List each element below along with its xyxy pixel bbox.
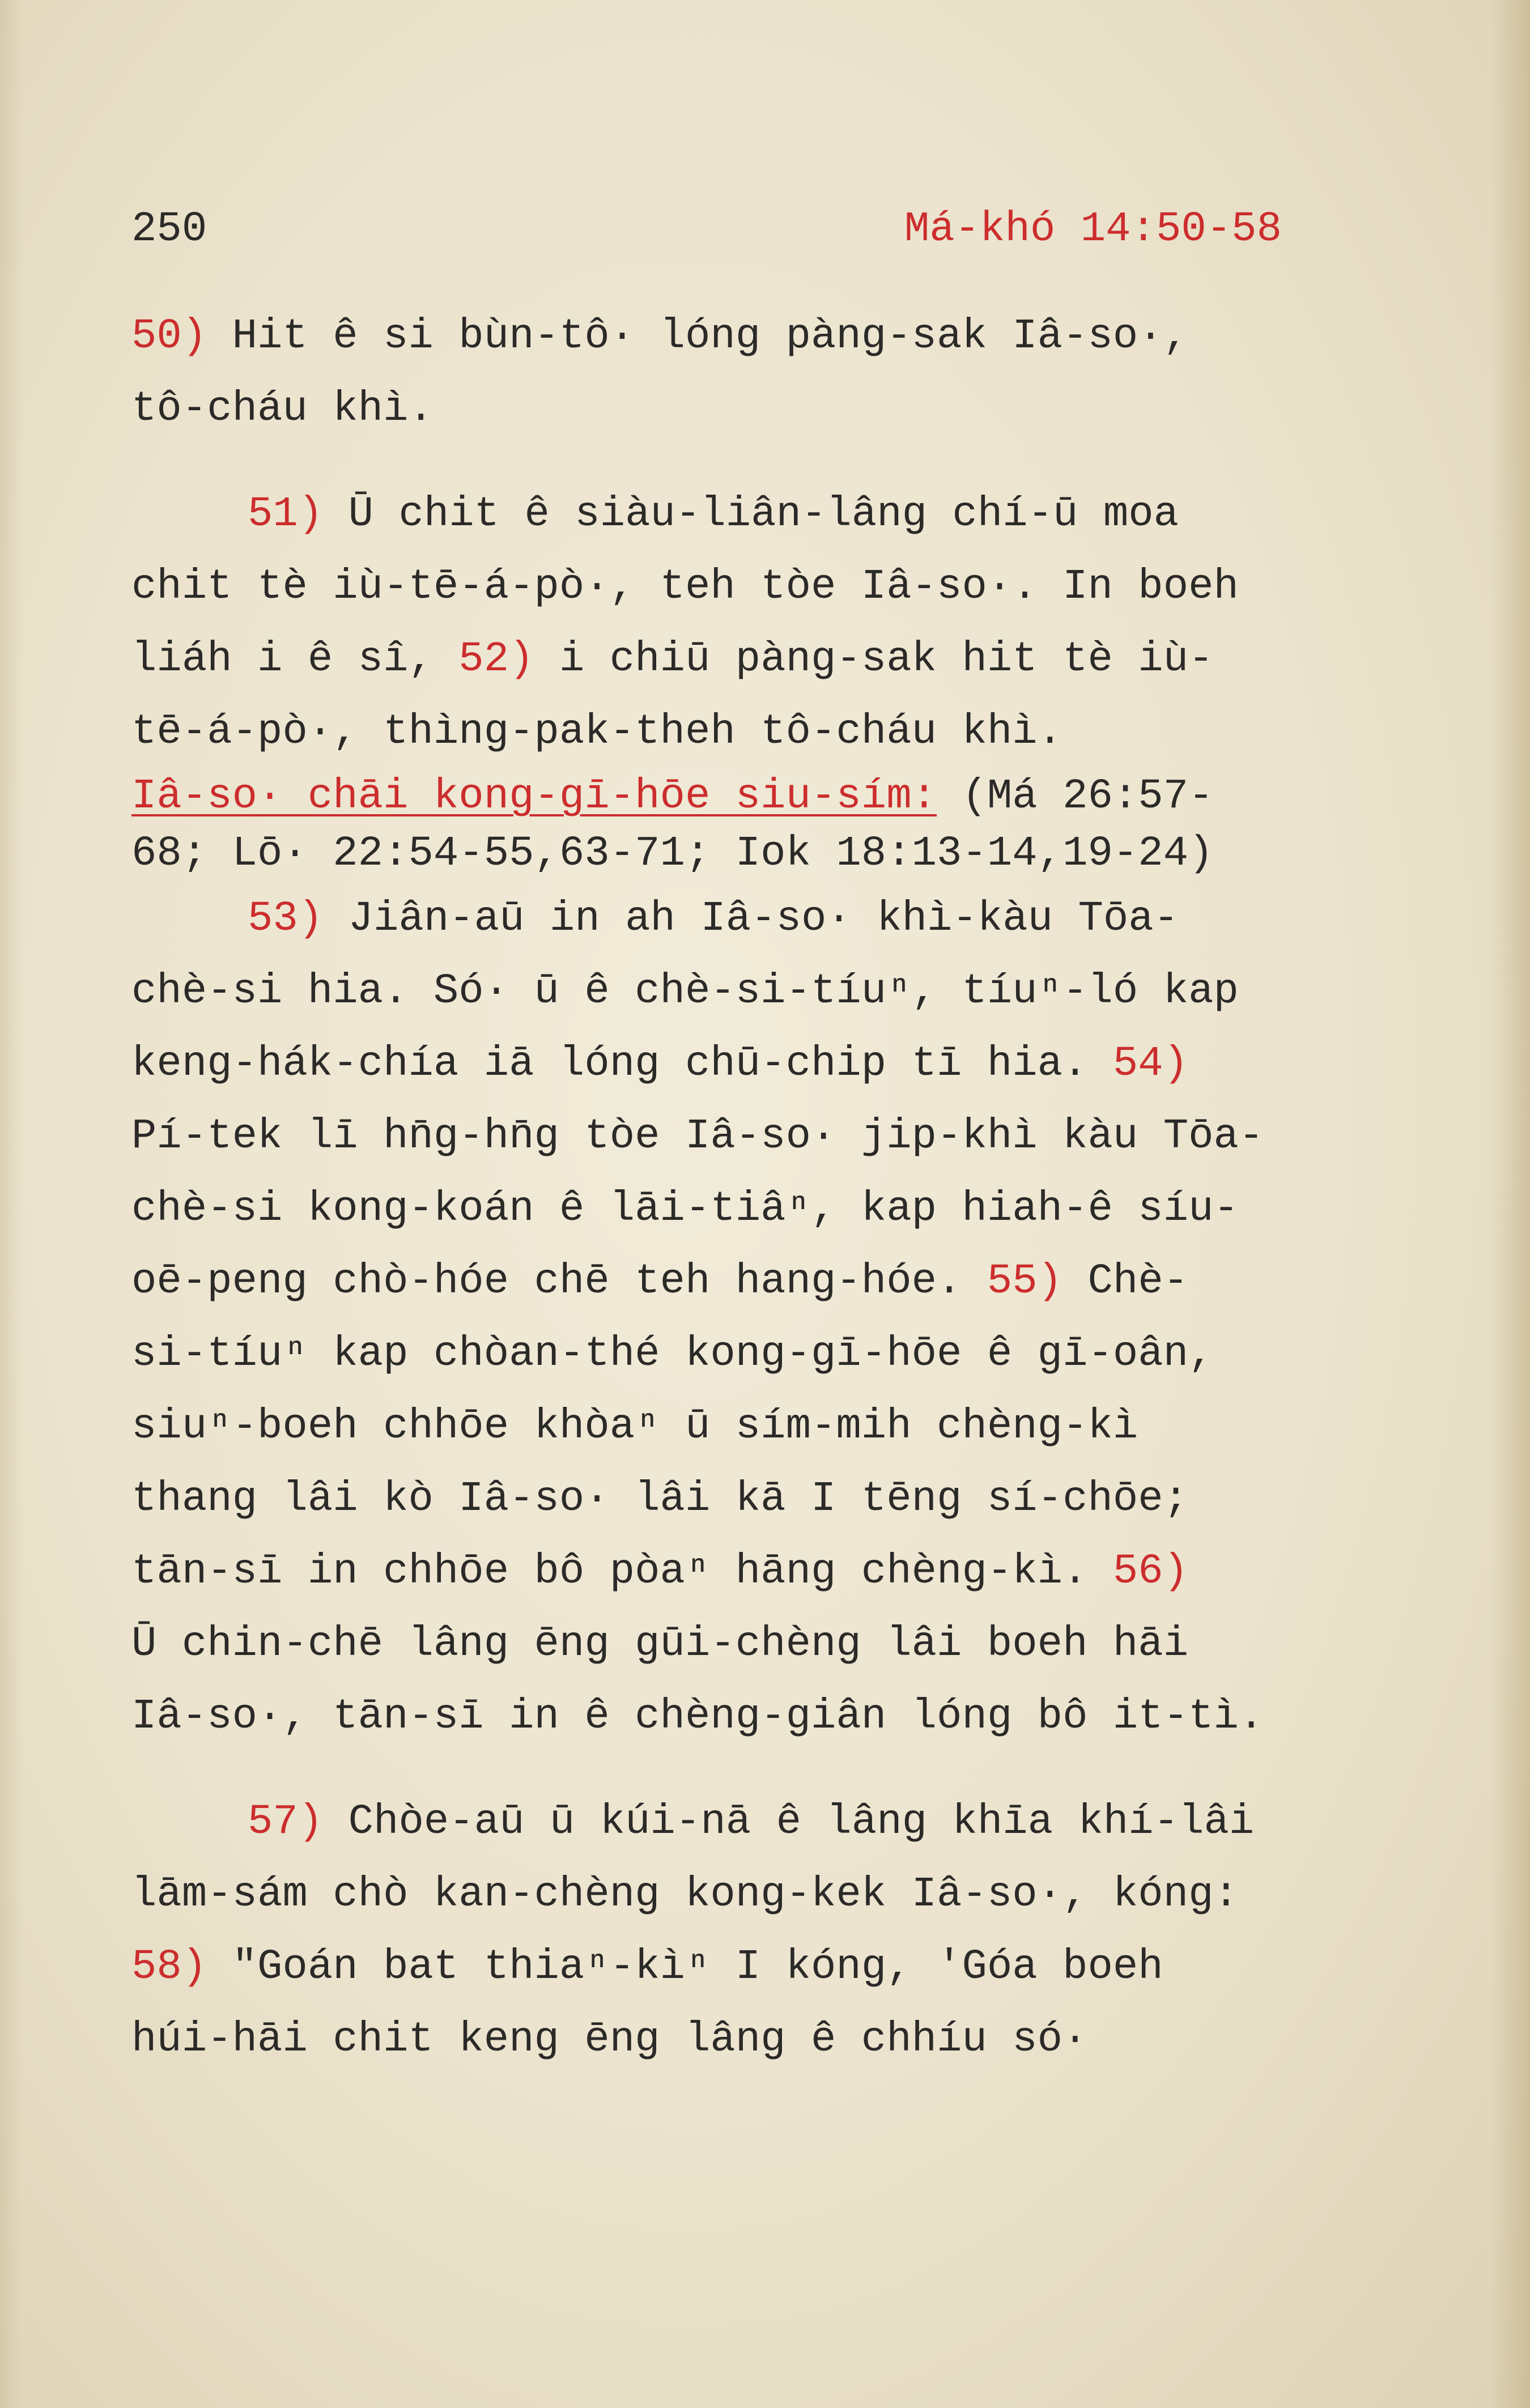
verse-53-line-3 bbox=[131, 1028, 1412, 1100]
section-heading bbox=[131, 768, 1412, 825]
scripture-text bbox=[131, 300, 1412, 2076]
verse-52-line-2 bbox=[131, 696, 1412, 768]
verse-text: chè-si kong-koán ê lāi-tiâⁿ, kap hiah-ê síu- bbox=[131, 1185, 1239, 1233]
verse-number: 58) bbox=[131, 1943, 207, 1991]
verse-56-line-1 bbox=[131, 1608, 1412, 1681]
verse-53-line-1 bbox=[131, 883, 1412, 955]
verse-text: Jiân-aū in ah Iâ-so· khì-kàu Tōa- bbox=[323, 895, 1179, 943]
verse-number: 57) bbox=[248, 1798, 324, 1846]
verse-text: chè-si hia. Só· ū ê chè-si-tíuⁿ, tíuⁿ-ló kap bbox=[131, 968, 1239, 1015]
section-title: Iâ-so· chāi kong-gī-hōe siu-sím: bbox=[131, 773, 937, 820]
verse-50-line-1 bbox=[131, 300, 1412, 373]
section-references: (Má 26:57- bbox=[937, 773, 1214, 820]
verse-number: 52) bbox=[458, 636, 534, 683]
verse-text: Chè- bbox=[1062, 1258, 1189, 1305]
section-references: 68; Lō· 22:54-55,63-71; Iok 18:13-14,19-24) bbox=[131, 830, 1214, 878]
verse-number: 54) bbox=[1112, 1040, 1189, 1088]
verse-51-line-1 bbox=[131, 478, 1412, 551]
verse-55-line-4 bbox=[131, 1463, 1412, 1535]
paragraph-gap bbox=[131, 1753, 1412, 1786]
verse-text: Ū chin-chē lâng ēng gūi-chèng lâi boeh hāi bbox=[131, 1620, 1189, 1668]
verse-number: 50) bbox=[131, 313, 207, 360]
verse-text: oē-peng chò-hóe chē teh hang-hóe. bbox=[131, 1258, 987, 1305]
verse-55-line-5 bbox=[131, 1535, 1412, 1608]
verse-text: tē-á-pò·, thìng-pak-theh tô-cháu khì. bbox=[131, 708, 1063, 756]
section-references-line-2 bbox=[131, 825, 1412, 883]
page-right-edge-shadow bbox=[1490, 0, 1530, 2408]
verse-55-line-2 bbox=[131, 1318, 1412, 1390]
verse-text: tô-cháu khì. bbox=[131, 385, 434, 433]
verse-57-line-1 bbox=[131, 1786, 1412, 1858]
verse-text: Iâ-so·, tān-sī in ê chèng-giân lóng bô it-tì. bbox=[131, 1693, 1264, 1741]
verse-text: si-tíuⁿ kap chòan-thé kong-gī-hōe ê gī-oân, bbox=[131, 1330, 1214, 1378]
verse-51-line-2 bbox=[131, 551, 1412, 623]
page-header bbox=[131, 198, 1282, 261]
verse-57-line-2 bbox=[131, 1858, 1412, 1931]
verse-text: lām-sám chò kan-chèng kong-kek Iâ-so·, kóng: bbox=[131, 1871, 1239, 1918]
verse-text: chit tè iù-tē-á-pò·, teh tòe Iâ-so·. In boeh bbox=[131, 563, 1239, 611]
verse-number: 51) bbox=[248, 491, 324, 538]
verse-text: Ū chit ê siàu-liân-lâng chí-ū moa bbox=[323, 491, 1179, 538]
verse-text: Hit ê si bùn-tô· lóng pàng-sak Iâ-so·, bbox=[207, 313, 1189, 360]
verse-50-line-2 bbox=[131, 373, 1412, 445]
verse-56-line-2 bbox=[131, 1681, 1412, 1753]
verse-text: siuⁿ-boeh chhōe khòaⁿ ū sím-mih chèng-kì bbox=[131, 1403, 1138, 1450]
verse-text: "Goán bat thiaⁿ-kìⁿ I kóng, 'Góa boeh bbox=[207, 1943, 1163, 1991]
paragraph-gap bbox=[131, 445, 1412, 478]
page-left-edge-shadow bbox=[0, 0, 23, 2408]
verse-number: 55) bbox=[987, 1258, 1063, 1305]
verse-51-52-line bbox=[131, 623, 1412, 696]
verse-53-line-2 bbox=[131, 955, 1412, 1028]
verse-54-line-2 bbox=[131, 1173, 1412, 1245]
verse-58-line-1 bbox=[131, 1931, 1412, 2003]
page-number: 250 bbox=[131, 206, 207, 253]
verse-text: liáh i ê sî, bbox=[131, 636, 459, 683]
verse-text: tān-sī in chhōe bô pòaⁿ hāng chèng-kì. bbox=[131, 1548, 1113, 1596]
running-head: Má-khó 14:50-58 bbox=[904, 206, 1282, 253]
verse-54-line-1 bbox=[131, 1100, 1412, 1173]
verse-text: thang lâi kò Iâ-so· lâi kā I tēng sí-chōe; bbox=[131, 1475, 1189, 1523]
verse-text: i chiū pàng-sak hit tè iù- bbox=[534, 636, 1214, 683]
verse-number: 53) bbox=[248, 895, 324, 943]
verse-text: Pí-tek lī hn̄g-hn̄g tòe Iâ-so· jip-khì kàu Tōa- bbox=[131, 1113, 1264, 1160]
verse-54-55-line bbox=[131, 1245, 1412, 1318]
verse-55-line-3 bbox=[131, 1390, 1412, 1463]
verse-58-line-2 bbox=[131, 2003, 1412, 2076]
verse-text: húi-hāi chit keng ēng lâng ê chhíu só· bbox=[131, 2016, 1088, 2064]
verse-text: keng-hák-chía iā lóng chū-chip tī hia. bbox=[131, 1040, 1113, 1088]
verse-text: Chòe-aū ū kúi-nā ê lâng khīa khí-lâi bbox=[323, 1798, 1255, 1846]
verse-number: 56) bbox=[1112, 1548, 1189, 1596]
